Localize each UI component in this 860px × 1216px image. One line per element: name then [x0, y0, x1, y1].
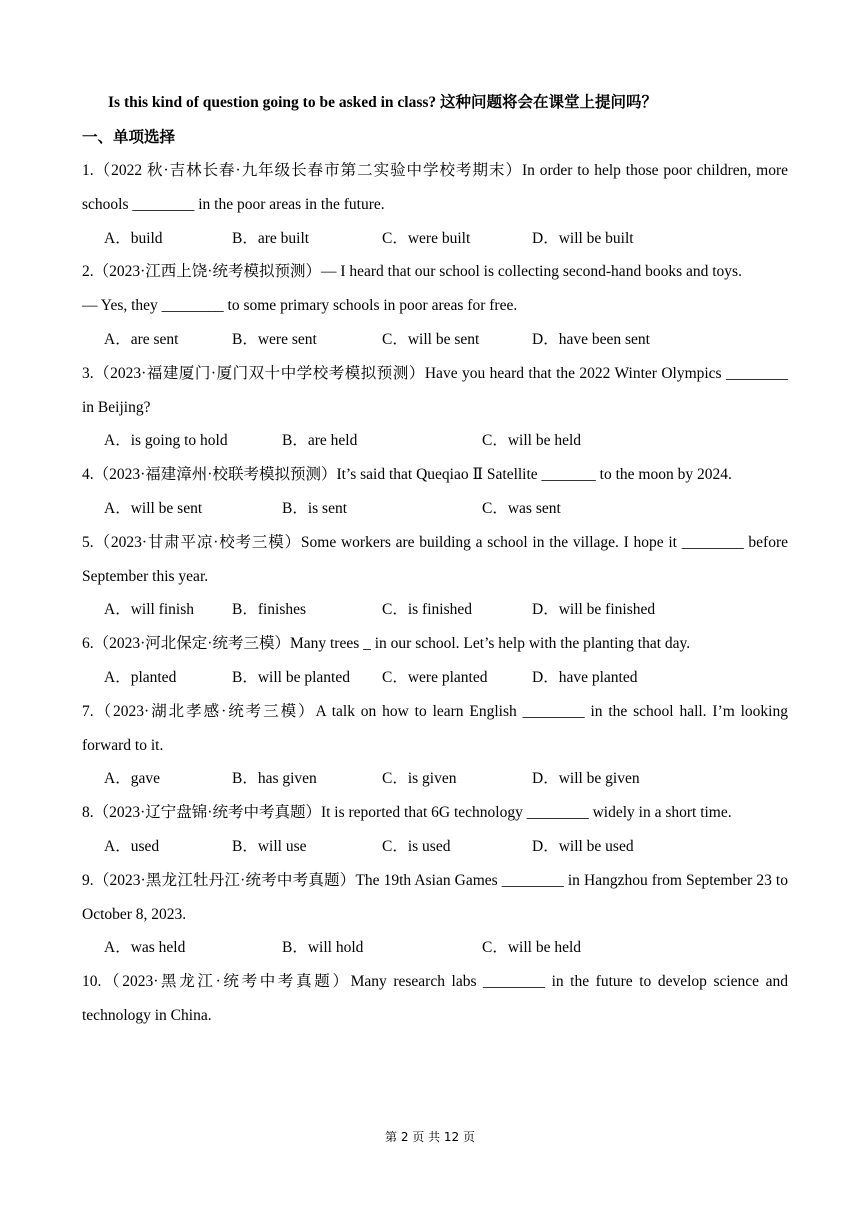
option-b: B．were sent	[232, 330, 317, 348]
option-c: C．were built	[382, 229, 471, 247]
question-text: 1.（2022 秋·吉林长春·九年级长春市第二实验中学校考期末）In order to help those poor children, more schools ________ in the poor areas in the future.	[82, 162, 788, 213]
question-text: 8.（2023·辽宁盘锦·统考中考真题）It is reported that 6G technology ________ widely in a short time.	[82, 804, 732, 822]
option-b: B．will be planted	[232, 668, 350, 686]
option-b: B．will hold	[282, 939, 364, 957]
option-a: A．will finish	[104, 601, 194, 619]
option-row	[82, 593, 788, 627]
option-d: D．will be finished	[532, 601, 656, 619]
question-3	[82, 357, 788, 458]
option-b: B．has given	[232, 770, 317, 788]
question-10	[82, 965, 788, 1033]
option-b: B．will use	[232, 837, 307, 855]
question-2	[82, 255, 788, 356]
question-text: 5.（2023·甘肃平凉·校考三模）Some workers are building a school in the village. I hope it ________ before September this year.	[82, 533, 788, 585]
option-c: C．were planted	[382, 668, 488, 686]
option-a: A．is going to hold	[104, 432, 228, 450]
question-text: 2.（2023·江西上饶·统考模拟预测）— I heard that our school is collecting second-hand books and toys.	[82, 263, 742, 281]
question-text: 3.（2023·福建厦门·厦门双十中学校考模拟预测）Have you heard that the 2022 Winter Olympics ________ in Beijing?	[82, 364, 788, 416]
option-c: C．was sent	[482, 499, 561, 517]
option-a: A．gave	[104, 770, 160, 788]
question-1	[82, 154, 788, 255]
question-7	[82, 695, 788, 796]
option-d: D．have been sent	[532, 330, 650, 348]
question-text-reply: — Yes, they ________ to some primary schools in poor areas for free.	[82, 297, 518, 315]
option-row	[82, 661, 788, 695]
question-text: 10.（2023·黑龙江·统考中考真题）Many research labs ________ in the future to develop science and technology in China.	[82, 973, 788, 1024]
option-a: A．build	[104, 229, 163, 247]
question-5	[82, 526, 788, 627]
page-footer: 第 2 页 共 12 页	[385, 1130, 475, 1144]
option-c: C．is given	[382, 770, 457, 788]
option-a: A．are sent	[104, 330, 179, 348]
option-a: A．will be sent	[104, 499, 203, 517]
section-heading: 一、单项选择	[82, 128, 176, 146]
option-b: B．are held	[282, 432, 358, 450]
option-c: C．will be held	[482, 939, 582, 957]
question-4	[82, 458, 788, 526]
option-c: C．will be sent	[382, 330, 480, 348]
option-c: C．is finished	[382, 601, 472, 619]
question-text: 4.（2023·福建漳州·校联考模拟预测）It’s said that Queqiao Ⅱ Satellite _______ to the moon by 2024.	[82, 466, 732, 484]
option-d: D．have planted	[532, 668, 638, 686]
option-b: B．finishes	[232, 601, 307, 619]
option-d: D．will be used	[532, 837, 634, 855]
option-a: A．used	[104, 837, 160, 855]
question-text: 9.（2023·黑龙江牡丹江·统考中考真题）The 19th Asian Games ________ in Hangzhou from September 23 to October 8, 2023.	[82, 871, 788, 923]
question-9	[82, 864, 788, 965]
option-b: B．is sent	[282, 499, 348, 517]
option-a: A．planted	[104, 668, 177, 686]
option-row	[82, 762, 788, 796]
option-row	[82, 323, 788, 357]
question-6	[82, 627, 788, 695]
document-page	[82, 86, 788, 1033]
option-d: D．will be built	[532, 229, 634, 247]
option-b: B．are built	[232, 229, 310, 247]
question-text: 7.（2023·湖北孝感·统考三模）A talk on how to learn English ________ in the school hall. I’m looking forward to it.	[82, 702, 788, 754]
option-d: D．will be given	[532, 770, 640, 788]
option-row	[82, 830, 788, 864]
option-c: C．is used	[382, 837, 451, 855]
option-row	[82, 424, 788, 458]
question-8	[82, 796, 788, 864]
question-text: 6.（2023·河北保定·统考三模）Many trees _ in our school. Let’s help with the planting that day.	[82, 635, 691, 653]
page-title: Is this kind of question going to be asked in class? 这种问题将会在课堂上提问吗？	[108, 94, 658, 111]
option-row	[82, 222, 788, 256]
option-row	[82, 492, 788, 526]
option-row	[82, 931, 788, 965]
option-a: A．was held	[104, 939, 186, 957]
option-c: C．will be held	[482, 432, 582, 450]
